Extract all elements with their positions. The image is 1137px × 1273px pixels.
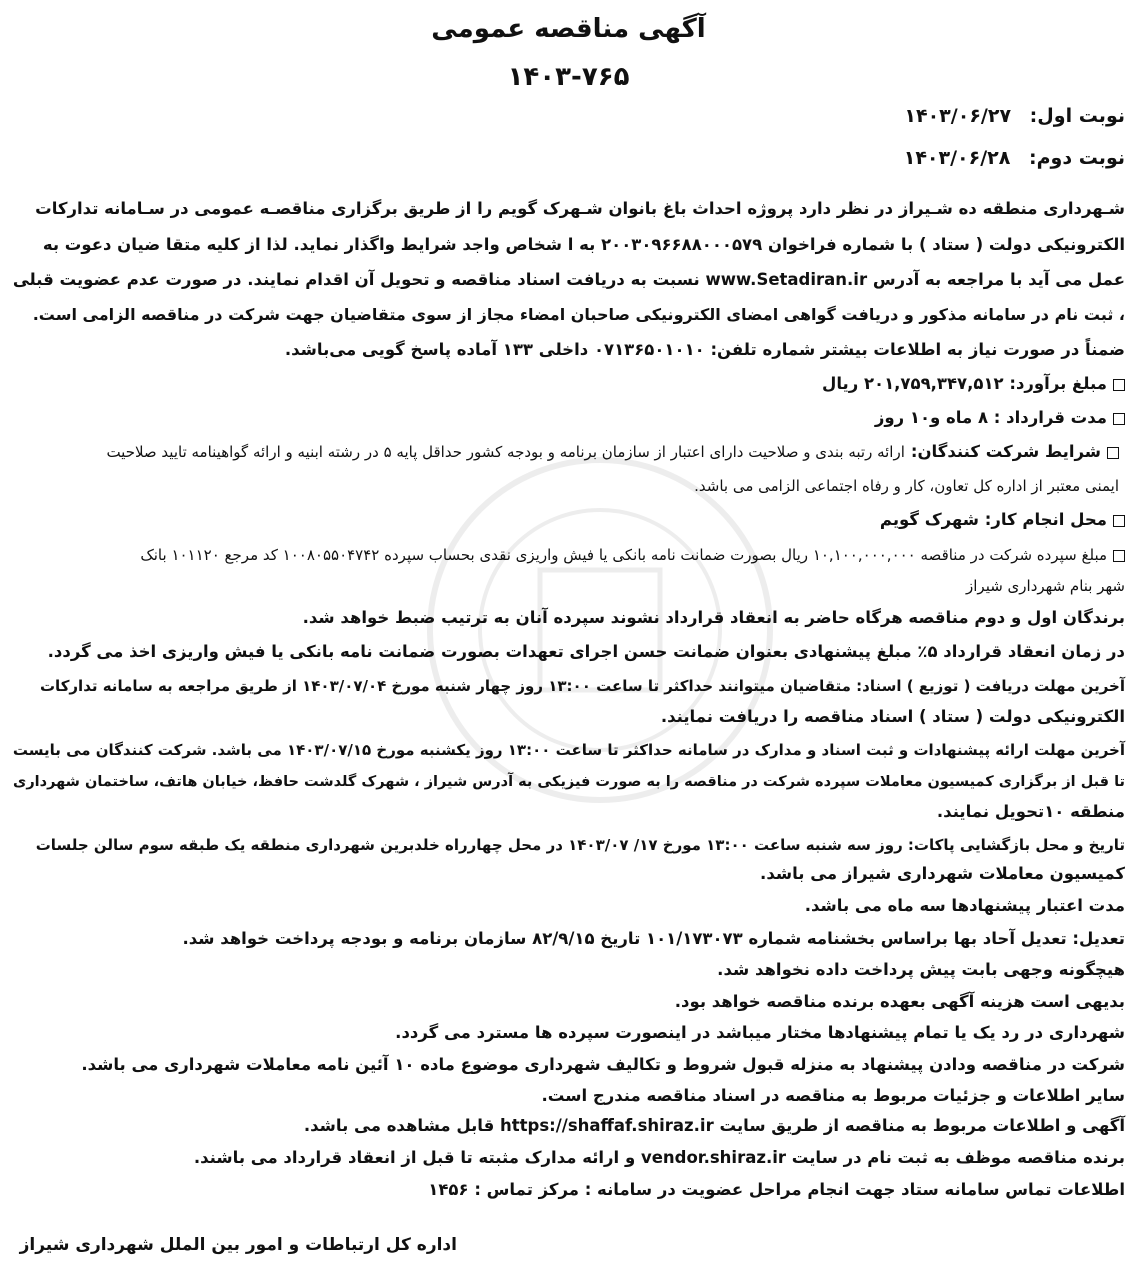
page-title: آگهی مناقصه عمومی xyxy=(431,14,706,44)
conditions-text: ارائه رتبه بندی و صلاحیت دارای اعتبار از سازمان برنامه و بودجه کشور حداقل پایه ۵ در رشته ابنیه و ارائه گواهینامه تایید صلاحیت xyxy=(106,443,905,461)
body-line: اطلاعات تماس سامانه ستاد جهت انجام مراحل عضویت در سامانه : مرکز تماس : ۱۴۵۶ xyxy=(428,1180,1125,1199)
intro-line: عمل می آید با مراجعه به آدرس www.Setadiran.ir نسبت به دریافت اسناد مناقصه و تحویل آن اقدام نمایند. در صورت عدم عضویت قبلی xyxy=(12,270,1125,289)
checkbox-icon xyxy=(1113,379,1125,391)
deposit-text: مبلغ سپرده شرکت در مناقصه ۱۰,۱۰۰,۰۰۰,۰۰۰ ریال بصورت ضمانت نامه بانکی یا فیش واریزی نقدی بحساب سپرده ۱۰۰۸۰۵۵۰۴۷۴۲ کد مرجع ۱۰۱۱۲۰ بانک xyxy=(140,546,1107,564)
location-text: محل انجام کار: شهرک گویم xyxy=(879,510,1107,529)
estimate-text: مبلغ برآورد: ۲۰۱,۷۵۹,۳۴۷,۵۱۲ ریال xyxy=(822,374,1107,393)
body-line: کمیسیون معاملات شهرداری شیراز می باشد. xyxy=(760,864,1125,883)
checkbox-icon xyxy=(1107,447,1119,459)
body-line: تعدیل: تعدیل آحاد بها براساس بخشنامه شماره ۱۰۱/۱۷۳۰۷۳ تاریخ ۸۲/۹/۱۵ سازمان برنامه و بودجه پرداخت خواهد شد. xyxy=(182,929,1125,948)
issuer-footer: اداره کل ارتباطات و امور بین الملل شهرداری شیراز xyxy=(19,1235,457,1255)
body-line: بدیهی است هزینه آگهی بعهده برنده مناقصه خواهد بود. xyxy=(674,992,1125,1011)
turn-2-date: ۱۴۰۳/۰۶/۲۸ xyxy=(903,147,1011,169)
body-line: آگهی و اطلاعات مربوط به مناقصه از طریق سایت https://shaffaf.shiraz.ir قابل مشاهده می باشد. xyxy=(303,1116,1125,1135)
body-line: آخرین مهلت دریافت ( توزیع ) اسناد: متقاضیان میتوانند حداکثر تا ساعت ۱۳:۰۰ روز چهار شنبه مورخ ۱۴۰۳/۰۷/۰۴ از طریق مراجعه به سامانه تدارکات xyxy=(39,677,1125,695)
checkbox-icon xyxy=(1113,550,1125,562)
turn-2 xyxy=(904,146,1125,170)
body-line: در زمان انعقاد قرارداد ۵٪ مبلغ پیشنهادی بعنوان ضمانت حسن اجرای تعهدات بصورت ضمانت نامه بانکی یا فیش واریزی اخذ می گردد. xyxy=(47,642,1125,661)
intro-line: الکترونیکی دولت ( ستاد ) با شماره فراخوان ۲۰۰۳۰۹۶۶۸۸۰۰۰۵۷۹ به ا شخاص واجد شرایط واگذار نماید. لذا از کلیه متقا ضیان دعوت به xyxy=(42,235,1125,254)
body-line: آخرین مهلت ارائه پیشنهادات و ثبت اسناد و مدارک در سامانه حداکثر تا ساعت ۱۳:۰۰ روز یکشنبه مورخ ۱۴۰۳/۰۷/۱۵ می باشد. شرکت کنندگان می بایست xyxy=(12,741,1125,759)
body-line: هیچگونه وجهی بابت پیش پرداخت داده نخواهد شد. xyxy=(717,960,1125,979)
location-row xyxy=(880,508,1125,532)
turn-1-label: نوبت اول: xyxy=(1029,105,1125,127)
turn-2-label: نوبت دوم: xyxy=(1029,147,1125,169)
checkbox-icon xyxy=(1113,515,1125,527)
duration-text: مدت قرارداد : ۸ ماه و۱۰ روز xyxy=(874,408,1107,427)
body-line: شهرداری در رد یک یا تمام پیشنهادها مختار میباشد در اینصورت سپرده ها مسترد می گردد. xyxy=(395,1023,1125,1042)
checkbox-icon xyxy=(1113,413,1125,425)
body-line: تاریخ و محل بازگشایی پاکات: روز سه شنبه ساعت ۱۳:۰۰ مورخ ۱۷/ ۱۴۰۳/۰۷ در محل چهارراه خلدبرین شهرداری منطقه یک طبقه سوم سالن جلسات xyxy=(35,836,1125,854)
body-line: شرکت در مناقصه ودادن پیشنهاد به منزله قبول شروط و تکالیف شهرداری موضوع ماده ۱۰ آئین نامه معاملات شهرداری می باشد. xyxy=(81,1055,1125,1074)
body-line: برنده مناقصه موظف به ثبت نام در سایت vendor.shiraz.ir و ارائه مدارک مثبته تا قبل از انعقاد قرارداد می باشند. xyxy=(193,1148,1125,1167)
body-line: تا قبل از برگزاری کمیسیون معاملات سپرده شرکت در مناقصه را به صورت فیزیکی به آدرس شیراز ، شهرک گلدشت حافظ، خیابان هاتف، ساختمان شهرداری xyxy=(13,774,1125,790)
intro-line: ضمناً در صورت نیاز به اطلاعات بیشتر شماره تلفن: ۰۷۱۳۶۵۰۱۰۱۰ داخلی ۱۳۳ آماده پاسخ گویی می‌باشد. xyxy=(284,340,1125,359)
estimate-row xyxy=(822,372,1125,396)
turn-1 xyxy=(904,104,1125,128)
body-line: سایر اطلاعات و جزئیات مربوط به مناقصه در اسناد مناقصه مندرج است. xyxy=(541,1086,1125,1105)
body-line: منطقه ۱۰تحویل نمایند. xyxy=(936,802,1125,821)
intro-line: ، ثبت نام در سامانه مذکور و دریافت گواهی امضای الکترونیکی صاحبان امضاء مجاز از سوی متقاضیان جهت شرکت در مناقصه الزامی است. xyxy=(32,305,1125,324)
conditions-line-2: ایمنی معتبر از اداره کل تعاون، کار و رفاه اجتماعی الزامی می باشد. xyxy=(694,477,1119,495)
conditions-row xyxy=(106,440,1119,464)
deposit-row xyxy=(140,543,1125,567)
body-line: مدت اعتبار پیشنهادها سه ماه می باشد. xyxy=(804,896,1125,915)
conditions-label: شرایط شرکت کنندگان: xyxy=(910,442,1101,461)
deposit-line-2: شهر بنام شهرداری شیراز xyxy=(966,577,1125,595)
intro-line: شـهرداری منطقه ده شـیراز در نظر دارد پروژه احداث باغ بانوان شـهرک گویم را از طریق برگزاری مناقصـه عمومی در سـامانه تدارکات xyxy=(35,199,1125,218)
duration-row xyxy=(875,406,1125,430)
turn-1-date: ۱۴۰۳/۰۶/۲۷ xyxy=(904,105,1012,127)
body-line: برندگان اول و دوم مناقصه هرگاه حاضر به انعقاد قرارداد نشوند سپرده آنان به ترتیب ضبط خواهد شد. xyxy=(302,608,1125,627)
body-line: الکترونیکی دولت ( ستاد ) اسناد مناقصه را دریافت نمایند. xyxy=(660,707,1125,726)
tender-number: ۱۴۰۳-۷۶۵ xyxy=(507,62,630,92)
